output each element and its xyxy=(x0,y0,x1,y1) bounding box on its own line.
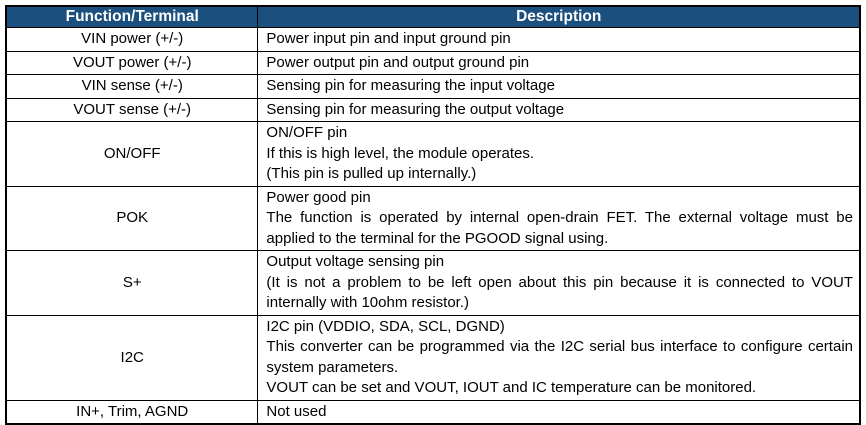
description-line: Power good pin xyxy=(266,188,371,206)
description-line: VOUT can be set and VOUT, IOUT and IC temperature can be monitored. xyxy=(266,379,757,396)
function-cell: I2C xyxy=(6,315,258,400)
description-line: I2C pin (VDDIO, SDA, SCL, DGND) xyxy=(266,317,505,335)
table-row xyxy=(6,28,860,52)
function-cell: VOUT sense (+/-) xyxy=(6,98,258,122)
description-cell xyxy=(258,400,860,424)
table-row xyxy=(6,122,860,187)
function-cell: S+ xyxy=(6,251,258,316)
description-cell xyxy=(258,75,860,99)
function-cell: ON/OFF xyxy=(6,122,258,187)
function-cell: POK xyxy=(6,186,258,251)
description-line: If this is high level, the module operates. xyxy=(266,144,535,162)
description-line: Power output pin and output ground pin xyxy=(266,53,530,71)
column-header-function-terminal: Function/Terminal xyxy=(6,6,258,28)
description-cell xyxy=(258,98,860,122)
description-cell xyxy=(258,186,860,251)
pin-description-table xyxy=(5,5,861,425)
column-header-description: Description xyxy=(258,6,860,28)
description-cell xyxy=(258,28,860,52)
table-row xyxy=(6,400,860,424)
table-row xyxy=(6,315,860,400)
description-cell xyxy=(258,251,860,316)
function-cell: VOUT power (+/-) xyxy=(6,51,258,75)
description-line: This converter can be programmed via the I2C serial bus interface to configure certain system parameters. xyxy=(266,338,853,376)
description-line: ON/OFF pin xyxy=(266,124,348,141)
description-cell xyxy=(258,122,860,187)
table-header-row xyxy=(6,6,860,28)
description-cell xyxy=(258,51,860,75)
table-row xyxy=(6,51,860,75)
table-row xyxy=(6,186,860,251)
table-row xyxy=(6,98,860,122)
function-cell: VIN power (+/-) xyxy=(6,28,258,52)
table-row xyxy=(6,75,860,99)
description-line: Sensing pin for measuring the output voltage xyxy=(266,100,565,118)
table-row xyxy=(6,251,860,316)
description-line: Output voltage sensing pin xyxy=(266,253,445,270)
description-line: Power input pin and input ground pin xyxy=(266,30,511,47)
description-cell xyxy=(258,315,860,400)
description-line: Sensing pin for measuring the input voltage xyxy=(266,77,555,94)
function-cell: VIN sense (+/-) xyxy=(6,75,258,99)
description-line: Not used xyxy=(266,402,327,420)
function-cell: IN+, Trim, AGND xyxy=(6,400,258,424)
description-line: (It is not a problem to be left open about this pin because it is connected to VOUT internally with 10ohm resistor.) xyxy=(266,273,853,311)
description-line: (This pin is pulled up internally.) xyxy=(266,165,477,182)
description-line: The function is operated by internal open-drain FET. The external voltage must be applied to the terminal for the PGOOD signal using. xyxy=(266,209,853,247)
